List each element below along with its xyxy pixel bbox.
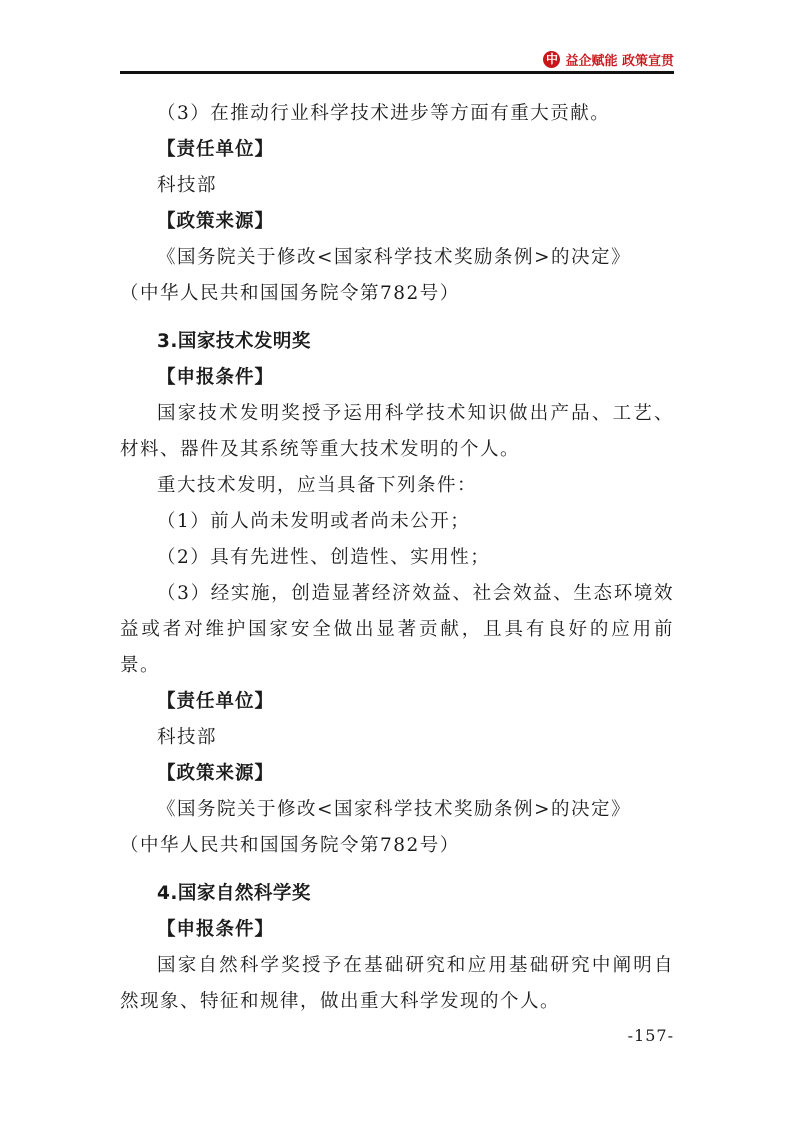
brand-slogan: 益企赋能 政策宣贯 xyxy=(565,54,674,69)
policy-source-note: （中华人民共和国国务院令第782号） xyxy=(120,283,460,304)
list-item: （3）经实施，创造显著经济效益、社会效益、生态环境效益或者对维护国家安全做出显著贡献，且具有良好的应用前景。 xyxy=(120,583,674,676)
page-number: -157- xyxy=(627,1026,674,1045)
responsible-unit: 科技部 xyxy=(157,175,218,196)
paragraph: 重大技术发明，应当具备下列条件： xyxy=(157,475,478,496)
policy-source: 《国务院关于修改<国家科学技术奖励条例>的决定》 xyxy=(157,799,632,820)
responsible-unit: 科技部 xyxy=(157,727,218,748)
list-item: （1）前人尚未发明或者尚未公开； xyxy=(157,511,471,532)
list-item: （2）具有先进性、创造性、实用性； xyxy=(157,547,491,568)
paragraph: 国家自然科学奖授予在基础研究和应用基础研究中阐明自然现象、特征和规律，做出重大科学发现的个人。 xyxy=(120,955,674,1012)
brand-logo-icon: 中 xyxy=(543,51,560,68)
conditions-heading: 【申报条件】 xyxy=(157,367,275,388)
document-body xyxy=(120,96,674,1020)
section-title: 3.国家技术发明奖 xyxy=(157,331,311,352)
header-divider xyxy=(120,71,674,74)
section-title: 4.国家自然科学奖 xyxy=(157,883,311,904)
policy-source-note: （中华人民共和国国务院令第782号） xyxy=(120,835,460,856)
policy-source: 《国务院关于修改<国家科学技术奖励条例>的决定》 xyxy=(157,247,632,268)
source-heading: 【政策来源】 xyxy=(157,763,275,784)
paragraph: 国家技术发明奖授予运用科学技术知识做出产品、工艺、材料、器件及其系统等重大技术发明的个人。 xyxy=(120,403,674,460)
responsible-heading: 【责任单位】 xyxy=(157,691,275,712)
header-logo xyxy=(543,50,674,69)
list-item: （3）在推动行业科学技术进步等方面有重大贡献。 xyxy=(157,103,611,124)
conditions-heading: 【申报条件】 xyxy=(157,919,275,940)
responsible-heading: 【责任单位】 xyxy=(157,139,275,160)
source-heading: 【政策来源】 xyxy=(157,211,275,232)
